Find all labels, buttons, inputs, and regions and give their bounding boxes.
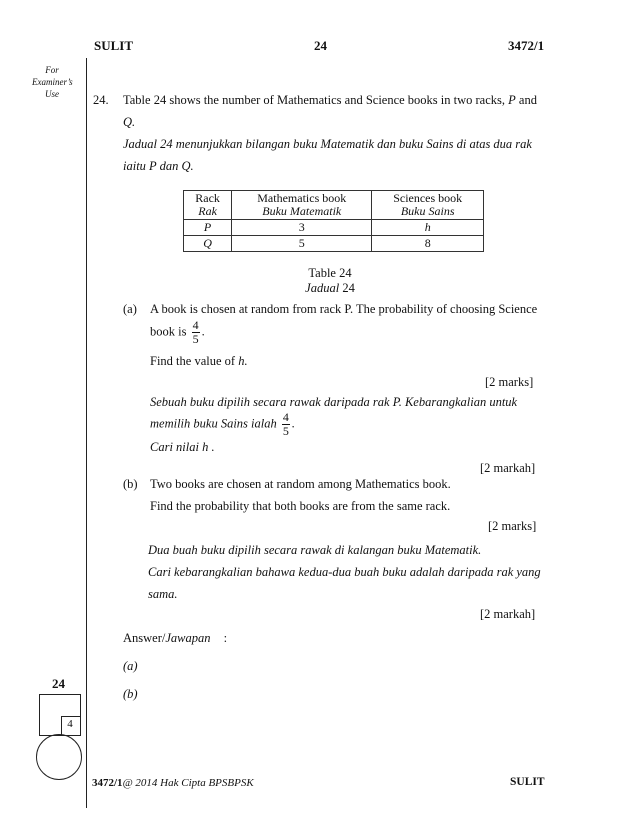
question-stem-ms-line2: iaitu P dan Q. <box>123 159 194 173</box>
header-science-en: Sciences book <box>393 191 463 205</box>
answer-label-en: Answer/ <box>123 631 166 645</box>
answer-part-b-label: (b) <box>123 687 138 701</box>
fraction-four-fifths <box>192 319 200 346</box>
header-cell-math <box>232 191 372 220</box>
answer-label-ms: Jawapan <box>165 631 211 645</box>
table-cell: Q <box>184 236 232 252</box>
part-a-ms-pre: memilih buku Sains ialah <box>150 416 277 431</box>
part-b-en-line1: Two books are chosen at random among Mathematics book. <box>150 477 451 491</box>
part-b-label: (b) <box>123 477 138 491</box>
part-b-ms-line2: Cari kebarangkalian bahawa kedua-dua buah buku adalah daripada rak yang <box>148 565 541 579</box>
part-a-en-line2: book is $\frac{4}{5}$ . <box>150 318 205 346</box>
header-math-ms: Buku Matematik <box>262 204 342 218</box>
examiner-use-note <box>32 64 72 100</box>
examiner-note-line3: Use <box>45 89 59 99</box>
stem-var-p: P <box>508 93 516 107</box>
caption-ms-num: 24 <box>339 281 355 295</box>
table-cell: 5 <box>232 236 372 252</box>
fraction-denominator-ms: 5 <box>282 424 289 438</box>
margin-question-number: 24 <box>52 676 65 691</box>
part-a-marks-ms: [2 markah] <box>480 461 536 475</box>
header-cell-science <box>372 191 484 220</box>
part-a-label: (a) <box>123 302 137 316</box>
caption-ms-word: Jadual <box>305 281 340 295</box>
header-rack-ms: Rak <box>198 204 217 218</box>
part-a-marks-en: [2 marks] <box>485 375 534 389</box>
table-row <box>184 236 484 252</box>
header-math-en: Mathematics book <box>257 191 347 205</box>
answer-label <box>123 631 227 646</box>
question-stem-en-line2: Q. <box>123 115 136 129</box>
footer-sulit: SULIT <box>510 776 545 788</box>
header-paper-code: 3472/1 <box>508 38 545 53</box>
header-rack-en: Rack <box>195 191 220 205</box>
table-caption-ms <box>0 281 638 296</box>
examiner-note-line2: Examiner’s <box>32 77 73 87</box>
table-cell: 3 <box>232 220 372 236</box>
books-table <box>183 190 484 252</box>
fraction-four-fifths-ms <box>282 411 290 438</box>
part-b-ms-line3: sama. <box>148 587 178 601</box>
margin-score-circle <box>36 734 82 780</box>
stem-and: and <box>518 93 537 107</box>
part-a-en-line1: A book is chosen at random from rack P. The probability of choosing Science <box>150 302 538 316</box>
margin-marks-value: 4 <box>67 718 73 730</box>
table-cell: h <box>372 220 484 236</box>
answer-part-a-label: (a) <box>123 659 138 673</box>
answer-colon: : <box>223 631 228 645</box>
table-cell: P <box>184 220 232 236</box>
part-a-en-line3 <box>150 354 248 369</box>
header-page-number: 24 <box>314 38 327 53</box>
footer-code: 3472/1 <box>92 777 123 789</box>
header-science-ms: Buku Sains <box>400 204 455 218</box>
fraction-numerator: 4 <box>192 318 199 332</box>
part-a-var-h: h. <box>238 354 248 368</box>
header-sulit-left: SULIT <box>94 38 134 53</box>
margin-divider <box>86 58 87 808</box>
part-a-ms-line2: memilih buku Sains ialah $\frac{4}{5}$ . <box>150 410 295 438</box>
question-stem-ms-line1: Jadual 24 menunjukkan bilangan buku Matematik dan buku Sains di atas dua rak <box>123 137 532 151</box>
table-header-row <box>184 191 484 220</box>
part-b-marks-en: [2 marks] <box>488 519 537 533</box>
question-number: 24. <box>93 93 109 107</box>
table-cell: 8 <box>372 236 484 252</box>
footer-copyright <box>92 777 254 789</box>
part-b-marks-ms: [2 markah] <box>480 607 536 621</box>
part-a-ms-line1: Sebuah buku dipilih secara rawak daripada rak P. Kebarangkalian untuk <box>150 395 518 409</box>
header-cell-rack <box>184 191 232 220</box>
part-a-ms-line3: Cari nilai h . <box>150 440 215 454</box>
part-b-en-line2: Find the probability that both books are from the same rack. <box>150 499 451 513</box>
table-row <box>184 220 484 236</box>
table-caption-en: Table 24 <box>308 266 352 280</box>
footer-copyright-text: @ 2014 Hak Cipta BPSBPSK <box>122 777 254 789</box>
part-a-en-pre: book is <box>150 324 187 339</box>
fraction-denominator: 5 <box>192 332 199 346</box>
part-b-ms-line1: Dua buah buku dipilih secara rawak di kalangan buku Matematik. <box>148 543 482 557</box>
stem-text: Table 24 shows the number of Mathematics and Science books in two racks, <box>123 93 506 107</box>
part-a-find-text: Find the value of <box>150 354 236 368</box>
fraction-numerator-ms: 4 <box>282 410 289 424</box>
question-stem-en-line1 <box>123 93 537 108</box>
examiner-note-line1: For <box>45 65 59 75</box>
